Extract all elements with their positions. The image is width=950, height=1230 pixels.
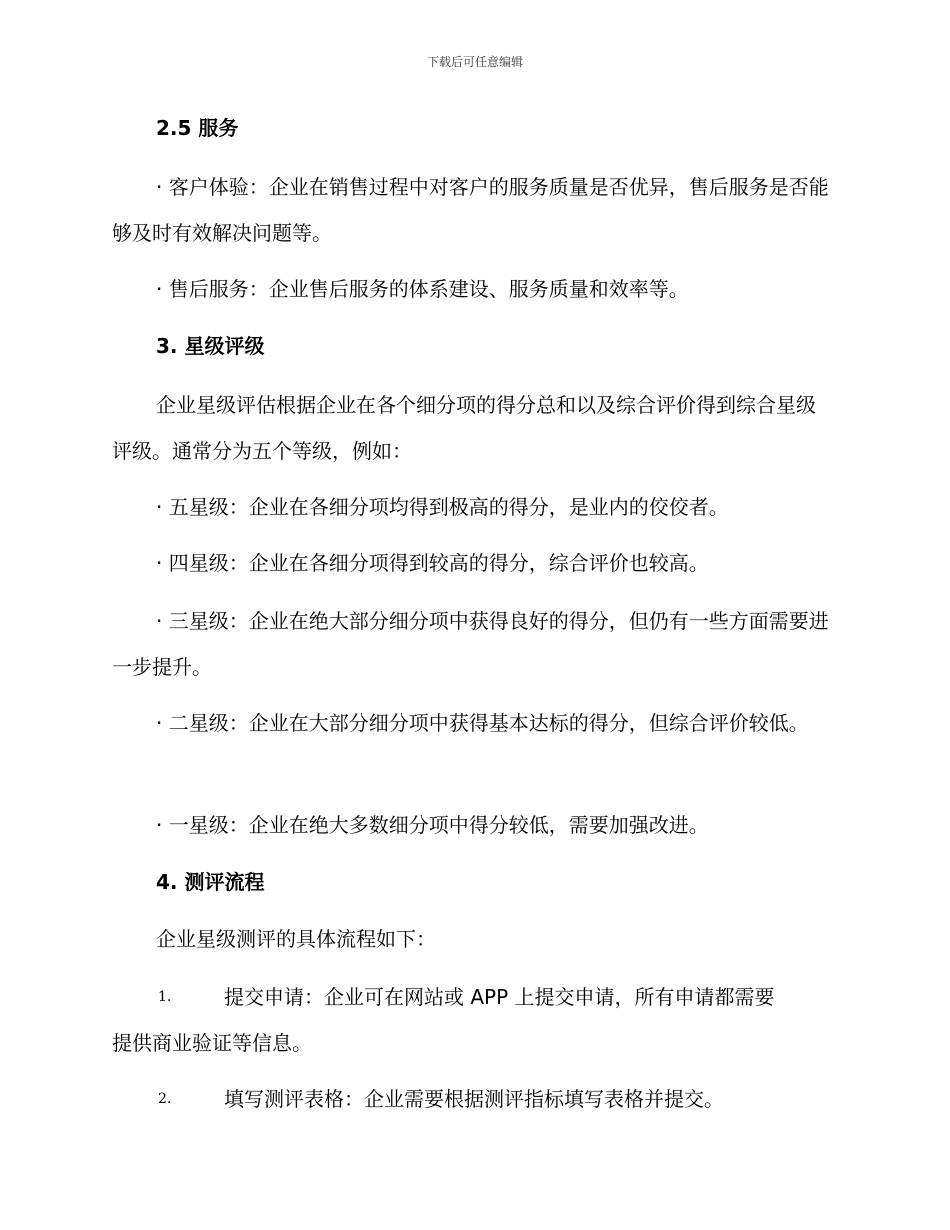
list-item-three-star: · 三星级：企业在绝大部分细分项中获得良好的得分，但仍有一些方面需要进一步提升。: [112, 609, 829, 679]
ordered-list-item: [112, 974, 832, 1066]
list-item-text: 提交申请：企业可在网站或 APP 上提交申请，所有申请都需要: [224, 985, 775, 1009]
list-number: 1.: [158, 989, 172, 1005]
list-item-four-star: · 四星级：企业在各细分项得到较高的得分，综合评价也较高。: [156, 551, 709, 575]
list-item-five-star: · 五星级：企业在各细分项均得到极高的得分，是业内的佼佼者。: [156, 495, 729, 519]
section-title-rating: 3. 星级评级: [156, 334, 265, 358]
list-item-one-star: · 一星级：企业在绝大多数细分项中得分较低，需要加强改进。: [156, 813, 709, 837]
ordered-list-item: [112, 1076, 832, 1122]
list-item-text: 填写测评表格：企业需要根据测评指标填写表格并提交。: [224, 1087, 724, 1111]
paragraph-after-sales: · 售后服务：企业售后服务的体系建设、服务质量和效率等。: [156, 277, 689, 301]
list-number: 2.: [158, 1091, 172, 1107]
paragraph-process-intro: 企业星级测评的具体流程如下：: [156, 927, 436, 951]
section-title-process: 4. 测评流程: [156, 870, 265, 894]
list-item-text-continued: 提供商业验证等信息。: [112, 1031, 312, 1055]
list-item-two-star: · 二星级：企业在大部分细分项中获得基本达标的得分，但综合评价较低。: [156, 711, 809, 735]
section-title-service: 2.5 服务: [156, 116, 239, 140]
page-header: 下载后可任意编辑: [426, 55, 523, 69]
paragraph-rating-intro: 企业星级评估根据企业在各个细分项的得分总和以及综合评价得到综合星级评级。通常分为五个等级，例如：: [112, 393, 816, 463]
paragraph-customer-experience: · 客户体验：企业在销售过程中对客户的服务质量是否优异，售后服务是否能够及时有效解决问题等。: [112, 175, 829, 245]
